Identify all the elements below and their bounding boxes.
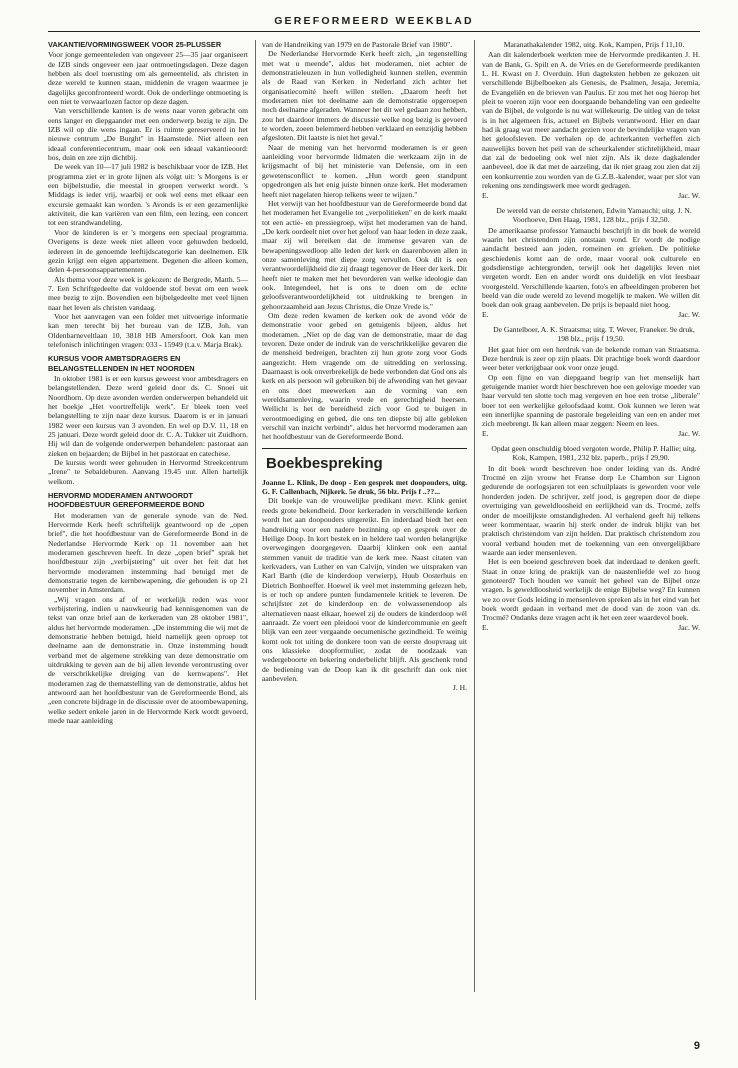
article-paragraph: Dit boekje van de vrouwelijke predikant mevr. Klink geniet reeds grote bekendheid. Door kerkeraden in verschillende kerken wordt het aan doopouders uitgereikt. En inderdaad biedt het een handreiking voor een nadere bezinning op en gesprek over de Heilige Doop. In kort bestek en in heldere taal worden belangrijke overwegingen doorgegeven. Daarbij klinken ook een aantal stemmen vanuit de traditie van de kerk mee. Naast citaten van kerkvaders, van Luther en van Calvijn, vinden we uitspraken van Karl Barth (die de kinderdoop verwierp), Huub Oosterhuis en Dietrich Bonhoeffer. Hoewel ik veel met instemming gelezen heb, is er toch op andere punten fundamentele kritiek te leveren. De schrijfster zet de kinderdoop en de volwassenendoop als alternatieven naast elkaar, hoewel zij de ouders de kinderdoop wél aanraadt. Ze voert een pleidooi voor de kindercommunie en geeft blijk van een zeer vergaande oecumenische gezindheid. Te weinig komt ook tot uiting de donkere toon van de eerste doopvraag uit ons klassieke doopformulier, zodat de noodzaak van wedergeboorte en bekering onderbelicht blijft. Als geschenk rond de bediening van de Doop kan ik dit geschrift dan ook niet aanbevelen. (262, 496, 467, 683)
article-paragraph: De amerikaanse professor Yamauchi beschrijft in dit boek de wereld waarin het christendom zijn ontstaan vond. Er wordt de nodige aandacht besteed aan joden, romeinen en grieken. De politieke geschiedenis komt aan de orde, maar vooral ook culturele en godsdienstige achtergronden, terwijl ook het dagelijks leven niet vergeten wordt. Een en ander wordt ons duidelijk en vlot leesbaar voorgesteld. Verschillende kaarten, foto's en afbeeldingen proberen het beeld van die oude wereld zo levend mogelijk te maken. We willen dit boek dan ook graag aanbevelen. De prijs is bepaald niet hoog. (482, 225, 700, 310)
review-entry-wereld (482, 206, 700, 319)
column-divider (255, 40, 256, 1000)
article-paragraph: In oktober 1981 is er een kursus geweest voor ambtsdragers en belangstellenden. Deze werd geleid door ds. C. Snoei uit Noordhorn. Op deze avonden werden onderwerpen behandeld uit het boekje „Het voortreffelijk werk". Er bleek toen veel belangstelling te zijn naar deze kursus. Daarom is er in januari 1982 weer een kursus van 3 avonden. En wel op D.V. 11, 18 en 25 januari. Deze wordt geleid door dr. C. A. Tukker uit Zuidhorn. Hij wil dan de volgende onderwerpen behandelen: pastoraat aan zieken en bejaarden; de Bijbel in het pastoraat en catechese. (48, 373, 248, 458)
article-heading: VAKANTIE/VORMINGSWEEK VOOR 25-PLUSSER (48, 40, 222, 49)
book-review-title: Boekbespreking (266, 454, 383, 472)
article-paragraph: In dit boek wordt beschreven hoe onder leiding van ds. André Trocmé en zijn vrouw het Franse dorp Le Chambon sur Lignon gedurende de oorlogsjaren tot een schuilplaats is geworden voor vele honderden joden. De schrijver, zelf jood, is gegrepen door de diepe overtuiging van geweldloosheid en eerlijkheid van ds. Trocmé, zelfs onder de moeilijkste omstandigheden. Al verhalend geeft hij telkens weer kommentaar, waarin hij sterk onder de indruk blijkt van het praktisch christendom van zijn helden. Dat praktisch christendom zou vooral verband houden met de toekenning van een onvergelijkbare waarde aan ieder mensenleven. (482, 463, 700, 557)
signature-initial: E. (482, 428, 489, 438)
article-kursus (48, 354, 248, 486)
article-paragraph: van de Handreiking van 1979 en de Pastorale Brief van 1980". (262, 40, 453, 49)
review-book-info: De Gantelboer, A. K. Straatsma; uitg. T. Wever, Franeker. 9e druk, 198 blz., prijs f 19,50. (493, 324, 695, 344)
review-book-info: Opdat geen onschuldig bloed vergoten worde, Philip P. Hallie; uitg. Kok, Kampen, 1981, 232 blz. paperb., prijs f 29,90. (491, 444, 697, 463)
signature-name: Jac. W. (678, 428, 700, 438)
review-book-info: De wereld van de eerste christenen, Edwin Yamauchi; uitg. J. N. Voorhoeve, Den Haag, 1981, 128 blz., prijs f 32,50. (496, 205, 692, 225)
signature-name: Jac. W. (678, 190, 700, 200)
article-paragraph: Als thema voor deze week is gekozen: de Bergrede, Matth. 5—7. Een Schriftgedeelte dat voldoende stof bevat om een week mee bezig te zijn. Bovendien een bijbelgedeelte met veel lijnen naar het leven als christen vandaag. (48, 274, 248, 312)
column-left (48, 40, 248, 1000)
article-paragraph: Voor de kinderen is er 's morgens een speciaal programma. Overigens is deze week niet alleen voor gehuwden bedoeld, iedereen in de genoemde leeftijdscategorie kan deelnemen. Elk gezin krijgt een eigen appartement. Degenen die alleen komen, delen 4-persoonsappartementen. (48, 227, 248, 275)
article-columns (48, 40, 700, 1000)
page-number: 9 (693, 1040, 700, 1052)
review-book-info: Joanne L. Klink, De doop - Een gesprek met doopouders, uitg. G. F. Callenbach, Nijkerk. 5e druk, 56 blz. Prijs f ..??... (262, 477, 467, 497)
article-heading: HERVORMD MODERAMEN ANTWOORDT HOOFDBESTUUR GEREFORMEERDE BOND (48, 491, 205, 510)
signature-initial: E. (482, 309, 489, 319)
article-paragraph: Voor het aanvragen van een folder met uitvoerige informatie kan men terecht bij het bureau van de IZB, Joh. van Oldenbarneveltlaan 10, 3818 HB Amersfoort. Ook kan men telefonisch inlichtingen vragen: 033 - 15949 (t.a.v. Marja Brak). (48, 311, 248, 349)
signature-name: Jac. W. (678, 622, 700, 632)
review-entry-gantelboer (482, 325, 700, 438)
review-entry-maranathakalender (482, 40, 700, 200)
article-paragraph: Het verwijt van het hoofdbestuur van de Gereformeerde bond dat het moderamen het Evangelie tot „verpolitieken" en de kerk maakt tot een actie- en pressiegroep, wijst het moderamen van de hand. „De kerk oordeelt niet over het geloof van haar leden in deze zaak, maar zij wil bereiken dat de immense gevaren van de bewapeningswedloop alle leden der kerk en daarenboven allen in onze samenleving met diepe zorg vervullen. Ook dit is een verantwoordelijkheid die zij draagt tegenover de Heer der kerk. Dit heeft niet te maken met het bevorderen van welke ideologie dan ook. Integendeel, het is ons te doen om de echte geloofsverantwoordelijkheid tot uitdrukking te brengen in gehoorzaamheid aan Jezus Christus, die Onze Vrede is." (262, 198, 467, 311)
review-signature-line (482, 429, 700, 438)
signature-name: Jac. W. (678, 309, 700, 319)
article-paragraph: Het is een boeiend geschreven boek dat inderdaad te denken geeft. Staat in onze kring de praktijk van de naastenliefde wel zo hoog genoteerd? Toch houden we vanuit het geheel van de Bijbel onze vragen. Is geweldloosheid werkelijk de enige Bijbelse weg? En kunnen we zo over Gods leiding in mensenleven spreken als in het eind van het boek wordt gedaan in verband met de dood van de zoon van ds. Trocmé? Ondanks deze vragen acht ik het een zeer waardevol boek. (482, 557, 700, 623)
book-review-section (262, 448, 467, 693)
article-paragraph: Naar de mening van het hervormd moderamen is er geen aanleiding voor hervormde lidmaten die werkzaam zijn in de krijgsmacht of bij het ministerie van Defensie, om in een gewetensconflict te komen. „Hun wordt geen standpunt opgedrongen als het enig juiste binnen onze kerk. Het moderamen heeft niet nagelaten hierop telkens weer te wijzen." (262, 142, 467, 199)
article-paragraph: Om deze reden kwamen de kerken ook de avond vóór de demonstratie voor gebed en getuigenis bijeen, aldus het moderamen. „Niet op de dag van de demonstratie, maar de dag tevoren. Deze onder de indruk van de verschrikkelijke gevaren die de mensheid bedreigen, brachten zij hun grote zorg voor Gods aangezicht. Hem vragende om de uitredding en verlossing. Daarnaast is ook onverbrekelijk de bede verbonden dat God ons als kerk en als persoon wil gebruiken bij de afwending van het gevaar en ons doet meewerken aan de vorming van een wereldsamenleving, waarin vrede en gerechtigheid heersen. Wellicht is het de bereidheid zich voor God te buigen in verootmoediging en gebed, die ons ten diepste bij alle gebleken verschil van inzicht verbindt", aldus het hervormd moderamen aan het hoofdbestuur van de Gereformeerde Bond. (262, 310, 467, 442)
review-signature-line (482, 623, 700, 632)
signature-initial: E. (482, 190, 489, 200)
signature-initial: E. (482, 622, 489, 632)
review-entry-onschuldig-bloed (482, 444, 700, 632)
review-signature-line (482, 310, 700, 319)
article-heading: KURSUS VOOR AMBTSDRAGERS EN BELANGSTELLENDEN IN HET NOORDEN (48, 354, 195, 373)
magazine-page (48, 12, 700, 1052)
article-vakantieweek (48, 40, 248, 349)
review-signature-line (482, 191, 700, 200)
column-middle (262, 40, 467, 1000)
column-divider (474, 40, 475, 992)
column-right (482, 40, 700, 1000)
article-paragraph: Aan dit kalenderboek werkten mee de Hervormde predikanten J. H. van de Bank, G. Spilt en A. de Vries en de Gereformeerde predikanten L. H. Kwast en J. Overduin. Hun dagteksten hebben ze gekozen uit verschillende Bijbelboeken als Genesis, de Psalmen, Jesaja, Jeremia, de Evangeliën en de brieven van Paulus. Er zou met het oog hierop het pleit te voeren zijn voor een doorgaande behandeling van een gedeelte van de Bijbel, de volgorde is nu wat willekeurig. De uitleg van de tekst is in het algemeen fris, actueel en Bijbels verantwoord. Hier en daar had ik graag wat meer aandacht gezien voor de bevindelijke vragen van het geloofsleven. De verhalen op de achterkanten verheffen zich nauwelijks boven het peil van de scheurkalender stichtelijkheid, maar dat zal de bedoeling ook wel niet zijn. Als ik deze dagkalender aanbeveel, doe ik dat met de aarzeling, dat ik niet graag zou zien dat zij een konkurrentie zou worden van de G.Z.B.-kalender, waar per slot van rekening ons zendingswerk mee wordt gedragen. (482, 50, 700, 191)
article-paragraph: Voor jonge gemeenteleden van ongeveer 25—35 jaar organiseert de IZB sinds ongeveer een jaar ontmoetingsdagen. Deze dagen hebben als doel toerusting om als gemeentelid, als christen in deze wereld te kunnen staan, middenin de vragen waarmee je dagelijks geconfronteerd wordt. Ook de onderlinge ontmoeting is een niet te verwaarlozen factor op deze dagen. (48, 50, 248, 107)
article-paragraph: Het moderamen van de generale synode van de Ned. Hervormde Kerk heeft schriftelijk geantwoord op de „open brief", die het hoofdbestuur van de Gereformeerde Bond in de Nederlandse Hervormde Kerk op 11 november aan het moderamen geschreven heeft. In deze „open brief" sprak het hoofdbestuur zijn „verbijstering" uit over het feit dat het hervormde moderamen instemming had betuigd met de demonstratie tegen de kernbewapening, die gehouden is op 21 november in Amsterdam. (48, 510, 248, 595)
article-paragraph: Van verschillende kanten is de wens naar voren gebracht om eens langer en diepgaander met een onderwerp bezig te zijn. De IZB wil op die wens ingaan. Er is ruimte gereserveerd in het nieuwe centrum „De Burght" in Haamstede. Niet alleen een ideaal conferentiecentrum, maar ook een ideaal vakantieoord: bos, duin en zee zijn dichtbij. (48, 106, 248, 163)
article-paragraph: „Wij vragen ons af of er werkelijk reden was voor verbijstering, indien u nauwkeurig had kennisgenomen van de tekst van onze brief aan de kerkeraden van 28 oktober 1981", aldus het hervormde moderamen. „De instemming die wij met de demonstratie hebben betuigd, hield namelijk geen oproep tot deelname aan de demonstratie in. Onze instemming houdt verband met de algemene strekking van deze demonstratie om uitdrukking te geven aan de bij allen levende verontrusting over de verschrikkelijke dreiging van de kernwapens". Het moderamen zag de thematstelling van de demonstratie, aldus het antwoord aan het hoofdbestuur van de Gereformeerde Bond, als „een concrete bijdrage in de discussie over de atoombewapening, welke sedert enkele jaren in de Hervormde Kerk wordt gevoerd, mede naar aanleiding (48, 594, 248, 726)
masthead: GEREFORMEERD WEEKBLAD (274, 15, 474, 27)
article-paragraph: Het gaat hier om een herdruk van de bekende roman van Straatsma. Deze herdruk is zeer op zijn plaats. Dit prachtige boek wordt daardoor weer beter verkrijgbaar ook voor onze jeugd. (482, 344, 700, 373)
article-paragraph: De Nederlandse Hervormde Kerk heeft zich, „in tegenstelling met wat u meende", aldus het moderamen, niet achter de demonstratieleuzen in hun volledigheid kunnen stellen, evenmin als de Raad van Kerken in Nederland zich achter het organisatiecomité heeft willen stellen. „Daarom heeft het moderamen niet tot deelname aan de demonstratie opgeroepen noch deelname afgeraden. Wanneer het dit wel gedaan zou hebben, zou het daardoor immers de discussie welke nog bezig is gevoerd te worden, zoeen belemmerd hebben verklaard en eenzijdig hebben afgesloten. Dit laatste is niet het geval." (262, 49, 467, 143)
article-paragraph: Op een fijne en van diepgaand begrip van het menselijk hart getuigende manier wordt hier beschreven hoe een gelovige moeder van haar vervuld ten slotte toch mag vergeven en hoe een trotse „liberale" boer tot een werkelijke geloofsdaad komt. Ook kunnen we leren wat een innerlijke spanning de pastorale begeleiding van een en ander met zich meebrengt. Ik kan alleen maar zeggen: Neem en lees. (482, 372, 700, 429)
article-paragraph: De kursus wordt weer gehouden in Hervormd Streekcentrum „Irene" te Sebaldeburen. Aanvang 19.45 uur. Allen hartelijk welkom. (48, 457, 248, 486)
review-signature: J. H. (452, 683, 467, 693)
article-paragraph: De week van 10—17 juli 1982 is beschikbaar voor de IZB. Het programma ziet er in grote lijnen als volgt uit: 's Morgens is er een bijbelstudie, die meestal in groepen verwerkt wordt. 's Middags is ieder vrij, waarbij er ook wel eens met elkaar een excursie gemaakt kan worden. 's Avonds is er een gezamenlijke aktiviteit, die kan variëren van een film, een lezing, een concert tot een strandwandeling. (48, 162, 248, 228)
review-signature-line (262, 683, 467, 692)
review-book-info: Maranathakalender 1982, uitg. Kok, Kampen, Prijs f 11,10. (503, 40, 685, 49)
masthead-rule (48, 31, 700, 32)
article-moderamen (48, 491, 248, 726)
